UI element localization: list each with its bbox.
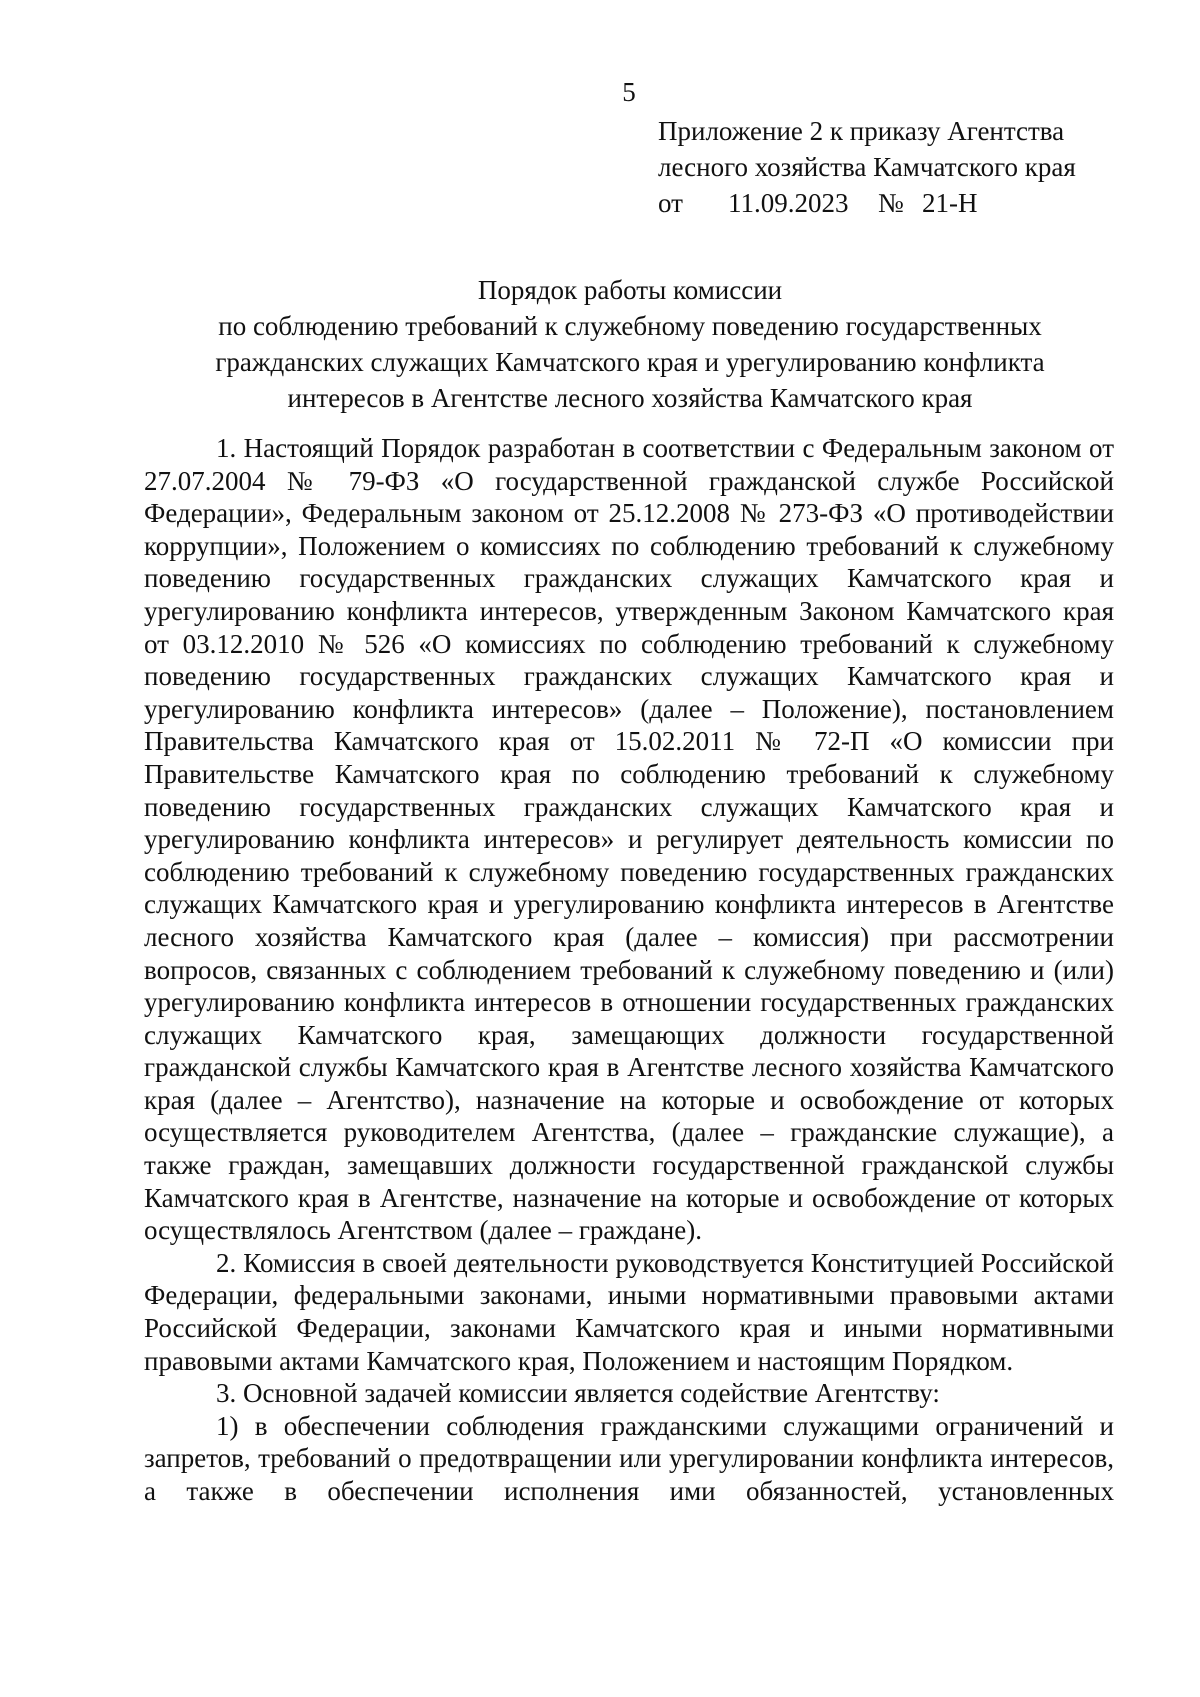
appendix-header — [658, 113, 1128, 221]
order-number: 21-Н — [922, 188, 978, 218]
appendix-line-1: Приложение 2 к приказу Агентства — [658, 116, 1065, 146]
title-line-2: по соблюдению требований к служебному поведению государственных — [218, 311, 1042, 341]
document-body — [144, 432, 1114, 1508]
paragraph-1: 1. Настоящий Порядок разработан в соответствии с Федеральным законом от 27.07.2004 № 79-ФЗ «О государственной гражданской службе Российской Федерации», Федеральным законом от 25.12.2008 № 273-ФЗ «О противодействии коррупции», Положением о комиссиях по соблюдению требований к служебному поведению государственных гражданских служащих Камчатского края и урегулированию конфликта интересов, утвержденным Законом Камчатского края от 03.12.2010 № 526 «О комиссиях по соблюдению требований к служебному поведению государственных гражданских служащих Камчатского края и урегулированию конфликта интересов» (далее – Положение), постановлением Правительства Камчатского края от 15.02.2011 № 72-П «О комиссии при Правительстве Камчатского края по соблюдению требований к служебному поведению государственных гражданских служащих Камчатского края и урегулированию конфликта интересов» и регулирует деятельность комиссии по соблюдению требований к служебному поведению государственных гражданских служащих Камчатского края и урегулированию конфликта интересов в Агентстве лесного хозяйства Камчатского края (далее – комиссия) при рассмотрении вопросов, связанных с соблюдением требований к служебному поведению и (или) урегулированию конфликта интересов в отношении государственных гражданских служащих Камчатского края, замещающих должности государственной гражданской службы Камчатского края в Агентстве лесного хозяйства Камчатского края (далее – Агентство), назначение на которые и освобождение от которых осуществляется руководителем Агентства, (далее – гражданские служащие), а также граждан, замещавших должности государственной гражданской службы Камчатского края в Агентстве, назначение на которые и освобождение от которых осуществлялось Агентством (далее – граждане). — [144, 433, 1114, 1246]
page-number: 5 — [622, 77, 636, 107]
document-title — [130, 272, 1130, 416]
order-reference — [658, 185, 1128, 221]
title-line-4: интересов в Агентстве лесного хозяйства Камчатского края — [287, 383, 973, 413]
title-line-3: гражданских служащих Камчатского края и урегулированию конфликта — [215, 347, 1045, 377]
order-date: 11.09.2023 — [728, 188, 849, 218]
paragraph-2: 2. Комиссия в своей деятельности руководствуется Конституцией Российской Федерации, федеральными законами, иными нормативными правовыми актами Российской Федерации, законами Камчатского края и иными нормативными правовыми актами Камчатского края, Положением и настоящим Порядком. — [144, 1247, 1114, 1376]
title-line-1: Порядок работы комиссии — [477, 275, 783, 305]
paragraph-3: 3. Основной задачей комиссии является содействие Агентству: — [216, 1378, 940, 1409]
paragraph-3-item-1: 1) в обеспечении соблюдения гражданскими служащими ограничений и запретов, требований о предотвращении или урегулировании конфликта интересов, а также в обеспечении исполнения ими обязанностей, установленных — [144, 1410, 1114, 1506]
order-number-sign: № — [878, 188, 904, 218]
order-from-label: от — [658, 188, 683, 218]
appendix-line-2: лесного хозяйства Камчатского края — [658, 152, 1076, 182]
